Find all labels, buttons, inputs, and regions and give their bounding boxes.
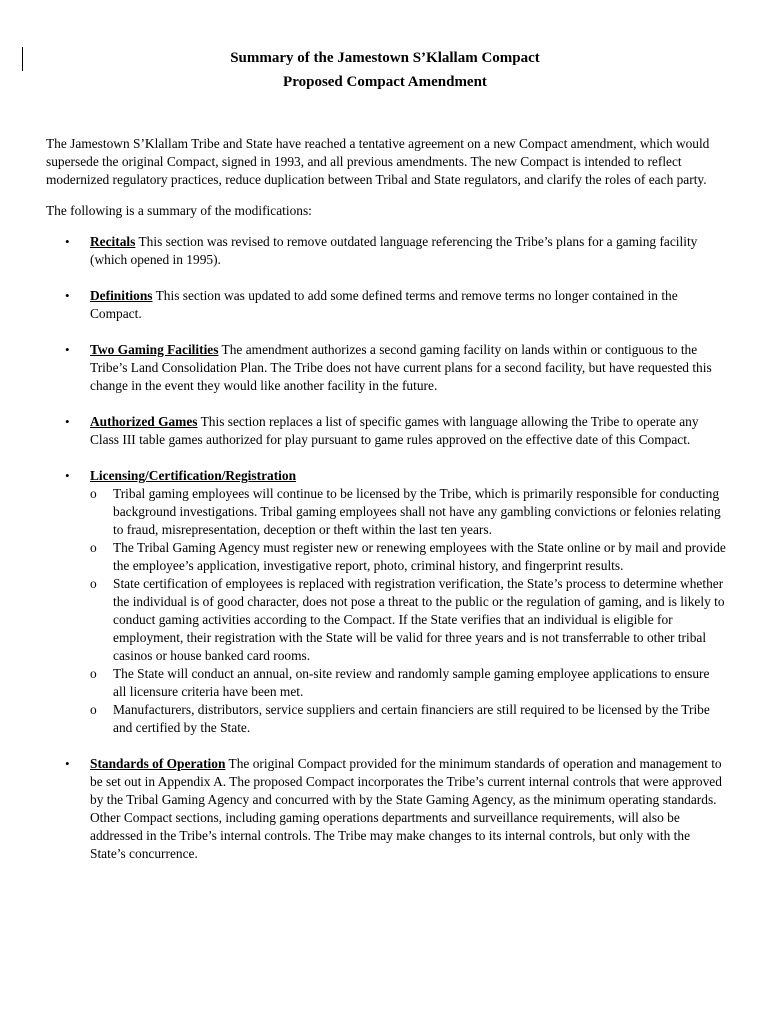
section-text: This section was updated to add some defined terms and remove terms no longer contained in the Compact.	[90, 288, 678, 321]
document-body	[46, 135, 726, 881]
list-item-licensing	[46, 467, 726, 737]
modifications-list	[46, 233, 726, 863]
section-text: This section replaces a list of specific games with language allowing the Tribe to operate any Class III table games authorized for play pursuant to game rules approved on the effective date of this Compact.	[90, 414, 699, 447]
bullet-icon: •	[65, 756, 70, 771]
sub-item-text: State certification of employees is replaced with registration verification, the State’s process to determine whether the individual is of good character, does not pose a threat to the public or the regulation of gaming, and is likely to conduct gaming activities according to the Compact. If the State verifies that an individual is eligible for employment, their registration with the State will be valid for three years and is not transferrable to other tribal casinos or house banked card rooms.	[113, 576, 725, 663]
sub-bullet-icon: o	[90, 576, 97, 591]
intro-paragraph: The Jamestown S’Klallam Tribe and State have reached a tentative agreement on a new Compact amendment, which would supersede the original Compact, signed in 1993, and all previous amendments. The new Compact is intended to reflect modernized regulatory practices, reduce duplication between Tribal and State regulators, and clarify the roles of each party.	[46, 136, 710, 187]
list-item-authorized-games	[46, 413, 726, 449]
section-term: Standards of Operation	[90, 756, 226, 771]
sub-bullet-icon: o	[90, 702, 97, 717]
bullet-icon: •	[65, 234, 70, 249]
sub-item-text: The State will conduct an annual, on-site review and randomly sample gaming employee applications to ensure all licensure criteria have been met.	[113, 666, 710, 699]
sub-bullet-icon: o	[90, 486, 97, 501]
section-term: Authorized Games	[90, 414, 198, 429]
bullet-icon: •	[65, 414, 70, 429]
title-line-2: Proposed Compact Amendment	[283, 74, 487, 90]
document-title	[0, 46, 770, 94]
section-term: Licensing/Certification/Registration	[90, 468, 297, 483]
section-text: The original Compact provided for the minimum standards of operation and management to be set out in Appendix A. The proposed Compact incorporates the Tribe’s current internal controls that were approved by the Tribal Gaming Agency and concurred with by the State Gaming Agency, as the minimum operating standards. Other Compact sections, including gaming operations departments and surveillance requirements, will also be addressed in the Tribe’s internal controls. The Tribe may make changes to its internal controls, but only with the State’s concurrence.	[90, 756, 722, 861]
bullet-icon: •	[65, 288, 70, 303]
title-line-1: Summary of the Jamestown S’Klallam Compact	[230, 50, 540, 66]
list-item-two-gaming-facilities	[46, 341, 726, 395]
section-term: Two Gaming Facilities	[90, 342, 219, 357]
bullet-icon: •	[65, 342, 70, 357]
section-text: This section was revised to remove outdated language referencing the Tribe’s plans for a gaming facility (which opened in 1995).	[90, 234, 698, 267]
sub-item-text: Tribal gaming employees will continue to be licensed by the Tribe, which is primarily responsible for conducting background investigations. Tribal gaming employees shall not have any gambling convictions or felonies relating to fraud, misrepresentation, deception or theft within the last ten years.	[113, 486, 721, 537]
sub-list-item	[90, 485, 726, 539]
sub-item-text: The Tribal Gaming Agency must register new or renewing employees with the State online or by mail and provide the employee’s application, investigative report, photo, criminal history, and fingerprint results.	[113, 540, 726, 573]
list-item-recitals	[46, 233, 726, 269]
summary-lead: The following is a summary of the modifications:	[46, 203, 312, 218]
sub-item-text: Manufacturers, distributors, service suppliers and certain financiers are still required to be licensed by the Tribe and certified by the State.	[113, 702, 710, 735]
sub-list-item	[90, 701, 726, 737]
list-item-standards-of-operation	[46, 755, 726, 863]
sub-list-item	[90, 539, 726, 575]
sub-list-item	[90, 575, 726, 665]
licensing-sublist	[90, 485, 726, 737]
bullet-icon: •	[65, 468, 70, 483]
sub-list-item	[90, 665, 726, 701]
sub-bullet-icon: o	[90, 540, 97, 555]
section-term: Recitals	[90, 234, 136, 249]
section-text: The amendment authorizes a second gaming facility on lands within or contiguous to the Tribe’s Land Consolidation Plan. The Tribe does not have current plans for a second facility, but have requested this change in the event they would like another facility in the future.	[90, 342, 712, 393]
sub-bullet-icon: o	[90, 666, 97, 681]
section-term: Definitions	[90, 288, 153, 303]
list-item-definitions	[46, 287, 726, 323]
